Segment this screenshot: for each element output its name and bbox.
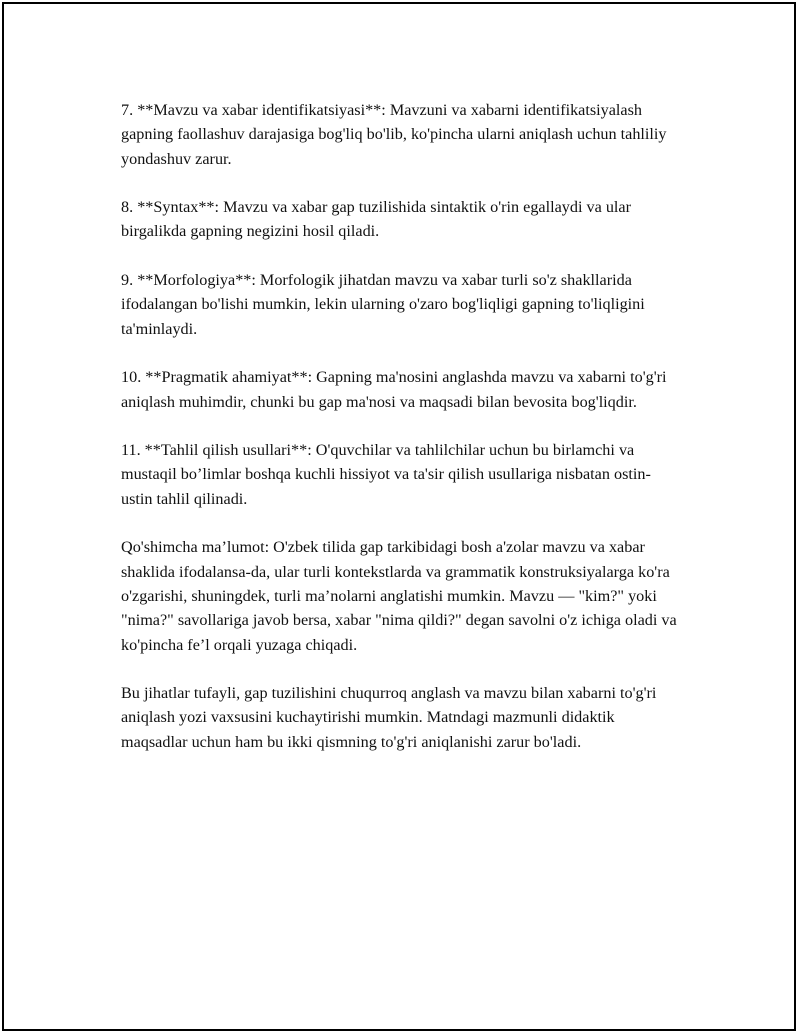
additional-info-paragraph: Qo'shimcha ma’lumot: O'zbek tilida gap tarkibidagi bosh a'zolar mavzu va xabar shaklida ifodalansa-da, ular turli kontekstlarda va grammatik konstruksiyalarga ko'ra o'zgarishi, shuningdek, turli ma’nolarni anglatishi mumkin. Mavzu — "kim?" yoki "nima?" savollariga javob bersa, xabar "nima qildi?" degan savolni o'z ichiga oladi va ko'pincha fe’l orqali yuzaga chiqadi.	[121, 538, 677, 654]
document-page	[2, 2, 796, 1031]
paragraph-item-8: 8. **Syntax**: Mavzu va xabar gap tuzilishida sintaktik o'rin egallaydi va ular birgalikda gapning negizini hosil qiladi.	[121, 198, 632, 241]
paragraph-item-10: 10. **Pragmatik ahamiyat**: Gapning ma'nosini anglashda mavzu va xabarni to'g'ri aniqlash muhimdir, chunki bu gap ma'nosi va maqsadi bilan bevosita bog'liqdir.	[121, 368, 667, 411]
paragraph-item-11: 11. **Tahlil qilish usullari**: O'quvchilar va tahlilchilar uchun bu birlamchi va mustaqil bo’limlar boshqa kuchli hissiyot va ta'sir qilish usullariga nisbatan ostin-ustin tahlil qilinadi.	[121, 441, 651, 508]
paragraph-item-9: 9. **Morfologiya**: Morfologik jihatdan mavzu va xabar turli so'z shakllarida ifodalangan bo'lishi mumkin, lekin ularning o'zaro bog'liqligi gapning to'liqligini ta'minlaydi.	[121, 271, 645, 338]
conclusion-paragraph: Bu jihatlar tufayli, gap tuzilishini chuqurroq anglash va mavzu bilan xabarni to'g'ri aniqlash yozi vaxsusini kuchaytirishi mumkin. Matndagi mazmunli didaktik maqsadlar uchun ham bu ikki qismning to'g'ri aniqlanishi zarur bo'ladi.	[121, 684, 657, 751]
document-body	[121, 98, 681, 778]
paragraph-item-7: 7. **Mavzu va xabar identifikatsiyasi**: Mavzuni va xabarni identifikatsiyalash gapning faollashuv darajasiga bog'liq bo'lib, ko'pincha ularni aniqlash uchun tahliliy yondashuv zarur.	[121, 101, 667, 168]
